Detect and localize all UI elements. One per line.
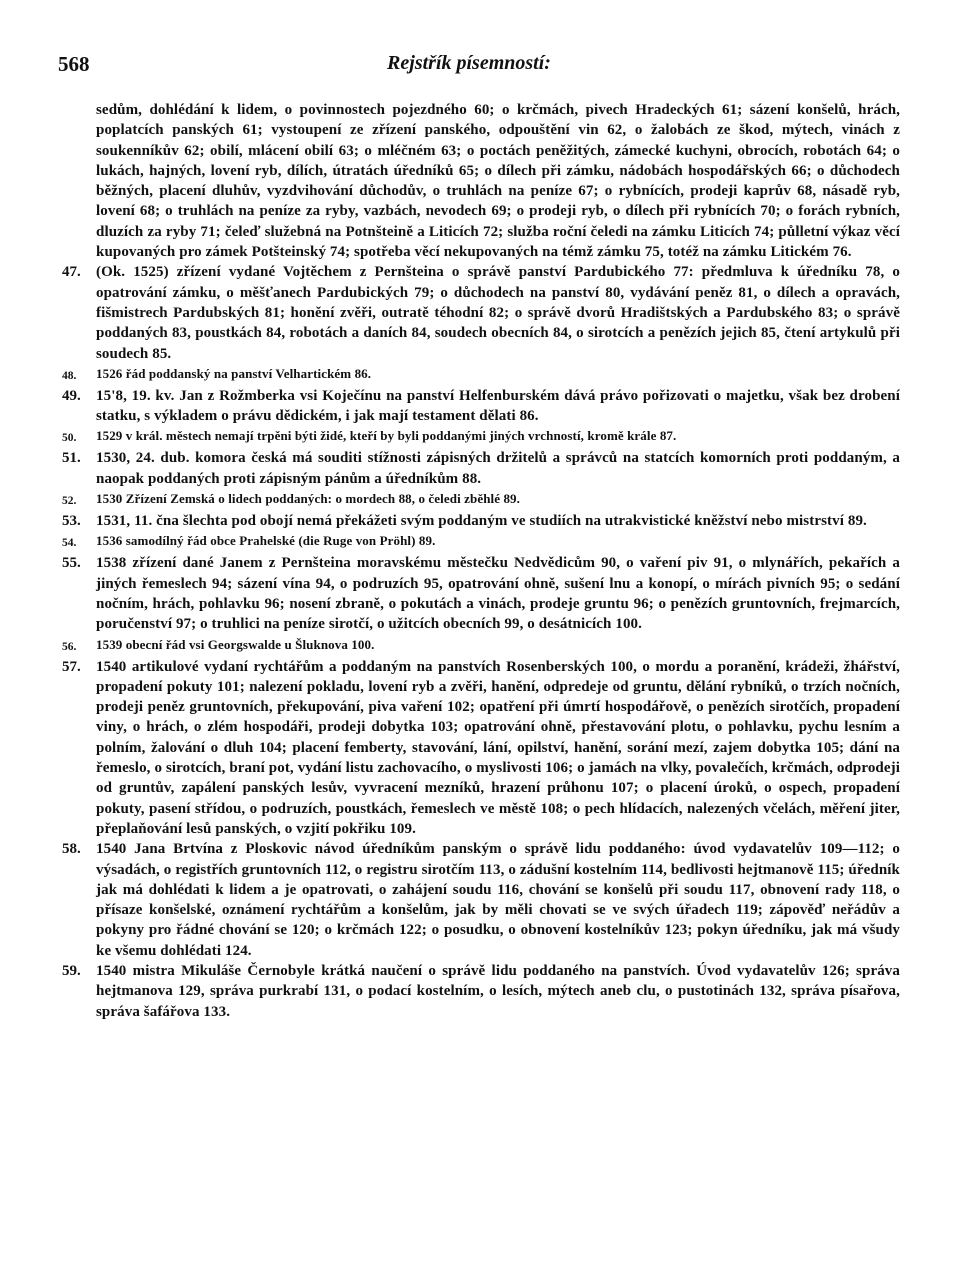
entry-number: 47. [62, 264, 81, 281]
register-entry [62, 553, 900, 634]
register-entry [62, 489, 900, 511]
register-entry [62, 531, 900, 553]
entry-text: 1530, 24. dub. komora česká má souditi stížnosti zápisných držitelů a správců na statcích komorních proti poddaným, a naopak poddaných proti zápisným pánům a úředníkům 88. [96, 450, 900, 487]
entry-text: (Ok. 1525) zřízení vydané Vojtěchem z Pernšteina o správě panství Pardubického 77: předmluva k úředníku 78, o opatrování zámku, o měšťanech Pardubických 79; o důchodech na panství 80, vydávání peněz 81, o dílech a opravách, fišmistrech Pardubských 81; honění zvěři, outratě téhodní 82; o správě dvorů Hradištských a Pardubského 83; o správě poddaných 83, poustkách 84, robotách a daních 84, soudech obecních 84, o sirotcích a penězích jejich 85, čtení artykulů při soudech 85. [96, 264, 900, 362]
entry-text: 1530 Zřízení Zemská o lidech poddaných: o mordech 88, o čeledi zběhlé 89. [96, 491, 521, 507]
entry-text: 1531, 11. čna šlechta pod obojí nemá překážeti svým poddaným ve studiích na utrakvistické kněžství nebo mistrství 89. [96, 513, 867, 530]
entry-text: 1540 artikulové vydaní rychtářům a poddaným na panstvích Rosenberských 100, o mordu a poranění, krádeži, žhářství, propadení pokuty 101; nalezení pokladu, lovení ryb a zvěři, hanění, odpredeje od gruntu, dělání rybníků, o trzích nočních, prodeji peněz gruntovních, překupování, piva vaření 102; opatření při úmrtí hospodářově, o penězích sirotčích, propadení viny, o hrách, o zlém hospodáři, prodeji dobytka 103; opatrování ohně, přestavování plotu, o pohlavku, pychu lesním a polním, žalování o dluh 104; placení femberty, stavování, lání, opilství, hanění, sorání mezí, zajem dobytka 105; dání na řemeslo, o sirotcích, braní pot, vydání listu zachovacího, o myslivosti 106; o jamách na vlky, povalečích, krčmách, odprodeji od gruntův, zapálení panských lesův, vyvracení mezníků, hrazení průhonu 107; o placení úroků, o ospech, propadení pokuty, pasení střídou, o podruzích, poustkách, řemeslech ve městě 108; o pech hlídacích, nalezených včelách, měření jiter, přeplaňování lesů panských, o vzjití pokřiku 109. [96, 658, 900, 837]
entry-number: 50. [62, 432, 77, 445]
entry-text: 15'8, 19. kv. Jan z Rožmberka vsi Koječínu na panství Helfenburském dává právo pořizovati o majetku, však bez drobení statku, s výkladem o právu dědickém, i jak mají testament dělati 86. [96, 387, 900, 425]
running-title: Rejstřík písemností: [387, 52, 551, 74]
register-entry [62, 426, 900, 448]
entry-number: 57. [62, 658, 81, 675]
entry-number: 49. [62, 387, 81, 404]
register-entry [62, 364, 900, 386]
entry-number: 53. [62, 513, 81, 530]
register-entry [62, 657, 900, 840]
entry-number: 52. [62, 495, 77, 508]
entry-number: 55. [62, 555, 81, 572]
entry-text: 1536 samodílný řád obce Prahelské (die Ruge von Pröhl) 89. [96, 533, 436, 549]
register-entry [62, 262, 900, 363]
entry-text: 1540 Jana Brtvína z Ploskovic návod úředníkům panským o správě lidu poddaného: úvod vydavatelův 109—112; o výsadách, o registřích gruntovních 112, o registru sirotčím 113, o zádušní kostelním 114, bedlivosti hejtmanově 115; úředník jak má dohlédati k lidem a je opatrovati, o zahájení soudu 116, chování se konšelů při soudu 117, obnovení rady 118, o přísaze konšelské, oznámení rychtářům a konšelům, jak by měli chovati se ve svých úřadech 119; zápověď neřádův a pokyny pro řádné chování se 120; o krčmách 122; o posudku, o obnovení kostelníkův 123; pokyn úředníku, jak má všudy ke všemu dohlédati 124. [96, 841, 900, 959]
entry-text: 1529 v král. městech nemají trpěni býti židé, kteří by byli poddanými jiných vrchností, kromě krále 87. [96, 428, 677, 444]
register-entry [62, 511, 900, 531]
entry-number: 59. [62, 962, 81, 979]
entry-number: 51. [62, 450, 81, 467]
entry-text: 1538 zřízení dané Janem z Pernšteina moravskému městečku Nedvědicům 90, o vaření piv 91, o mlynářích, pekařích a jiných řemeslech 94; sázení vína 94, o podruzích 95, opatrování ohně, sušení lnu a konopí, o mírách pivních 95; o sedání nočním, hrách, pohlavku 96; nosení zbraně, o pokutách a vinách, prodeje gruntu 96; o penězích gruntovních, frejmarcích, poručenství 97; o truhlici na peníze sirotčí, o užitcích obecních 99, o desátnicích 100. [96, 555, 900, 633]
register-entry [62, 386, 900, 427]
entry-number: 58. [62, 841, 81, 858]
entry-text: 1526 řád poddanský na panství Velhartickém 86. [96, 365, 372, 381]
register-entry [62, 448, 900, 489]
page-number: 568 [58, 52, 90, 76]
register-entry [62, 839, 900, 961]
register-entry [62, 635, 900, 657]
register-entry [62, 961, 900, 1022]
entry-text: 1540 mistra Mikuláše Černobyle krátká naučení o správě lidu poddaného na panstvích. Úvod vydavatelův 126; správa hejtmanova 129, správa purkrabí 131, o podací kostelním, o lesích, mýtech aneb clu, o pustotinách 132, správa písařova, správa šafářova 133. [96, 962, 900, 1020]
entry-number: 54. [62, 537, 77, 550]
register-body [62, 100, 900, 1022]
entry-number: 56. [62, 640, 77, 653]
page-header [58, 52, 920, 82]
entry-text: sedům, dohlédání k lidem, o povinnostech pojezdného 60; o krčmách, pivech Hradeckých 61; sázení konšelů, hrách, poplatcích panských 61; vystoupení ze zřízení panského, odpouštění vin 62, o žalobách ze škod, mýtech, vinách z soukenníkův 62; obilí, mlácení obilí 63; o mléčném 63; o poctách peněžitých, zámecké kuchyni, obrocích, robotách 64; o lukách, hajných, lovení ryb, dílích, útratách úředníků 65; o dílech při zámku, nádobách hospodářských 66; o důchodech běžných, placení dluhův, vyzdvihování důchodův, o truhlách na peníze 67; o rybnících, prodeji kaprův 68, násadě ryb, lovení 68; o truhlách na peníze za ryby, vazbách, nevodech 69; o prodeji ryb, o dílech při rybnících 70; o forách rybních, dluzích za ryby 71; čeleď služebná na Potnšteině a Liticích 72; služba roční čeledi na zámku Liticích 74; půlletní výkaz věcí kupovaných pro zámek Potšteinský 74; spotřeba věcí nekupovaných na témž zámku 75, totéž na zámku Litickém 76. [96, 102, 900, 261]
entry-text: 1539 obecní řád vsi Georgswalde u Šluknova 100. [96, 636, 375, 652]
register-entry [62, 100, 900, 262]
entry-number: 48. [62, 369, 77, 382]
